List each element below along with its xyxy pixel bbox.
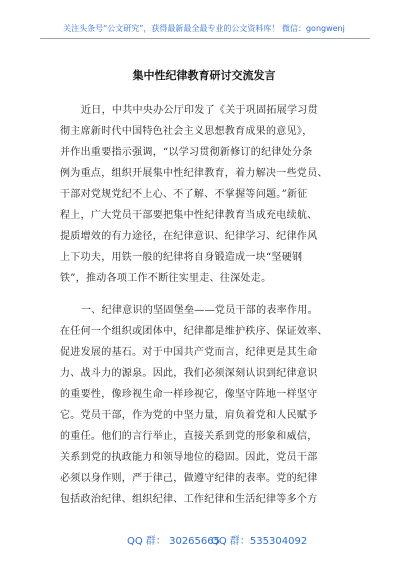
text-line: 一、纪律意识的坚固堡垒——党员干部的表率作用。 xyxy=(81,305,318,316)
text-line: 上下功夫，用铁一般的纪律将自身锻造成一块“坚硬钢 xyxy=(60,252,303,263)
text-line: 提质增效的有力途径，在纪律意识、纪律学习、纪律作风 xyxy=(60,231,318,242)
paragraph xyxy=(60,100,354,289)
text-line: 并作出重要指示强调，“以学习贯彻新修订的纪律处分条 xyxy=(60,147,313,158)
text-line: 近日，中共中央办公厅印发了《关于巩固拓展学习贯 xyxy=(81,105,318,116)
footer-qq-group-1: QQ 群： 30265665 xyxy=(127,536,220,547)
text-line: 铁”，推动各项工作不断往实里走、往深处走。 xyxy=(60,273,272,284)
text-line: 关系到党的执政能力和领导地位的稳固。因此，党员干部 xyxy=(60,452,318,463)
text-line: 的重任。他们的言行举止，直接关系到党的形象和威信， xyxy=(60,431,318,442)
header-promo-note: 关注头条号“公文研究”，获得最新最全最专业的公文资料库！ 微信：gongwenj xyxy=(63,24,345,33)
text-line: 彻主席新时代中国特色社会主义思想教育成果的意见》， xyxy=(60,126,313,137)
text-line: 的重要性，像珍视生命一样珍视它，像坚守阵地一样坚守 xyxy=(60,389,318,400)
text-line: 包括政治纪律、组织纪律、工作纪律和生活纪律等多个方 xyxy=(60,494,318,505)
text-line: 力、战斗力的源泉。因此，我们必须深刻认识到纪律意识 xyxy=(60,368,318,379)
footer-contact xyxy=(0,535,408,549)
text-line: 程上，广大党员干部要把集中性纪律教育当成充电续航、 xyxy=(60,210,318,221)
document-title: 集中性纪律教育研讨交流发言 xyxy=(132,69,276,82)
paragraph-spacer xyxy=(60,289,354,300)
text-line: 例为重点，组织开展集中性纪律教育，着力解决一些党员、 xyxy=(60,168,328,179)
footer-qq-group-2: QQ 群：535304092 xyxy=(211,536,308,547)
paragraph xyxy=(60,300,354,510)
text-line: 在任何一个组织或团体中，纪律都是维护秩序、保证效率、 xyxy=(60,326,328,337)
text-line: 它。党员干部，作为党的中坚力量，肩负着党和人民赋予 xyxy=(60,410,318,421)
document-body xyxy=(60,100,354,510)
text-line: 必须以身作则，严于律己，做遵守纪律的表率。党的纪律 xyxy=(60,473,318,484)
header-divider xyxy=(40,38,370,39)
text-line: 促进发展的基石。对于中国共产党而言，纪律更是其生命 xyxy=(60,347,318,358)
text-line: 干部对党规党纪不上心、不了解、不掌握等问题。”新征 xyxy=(60,189,308,200)
